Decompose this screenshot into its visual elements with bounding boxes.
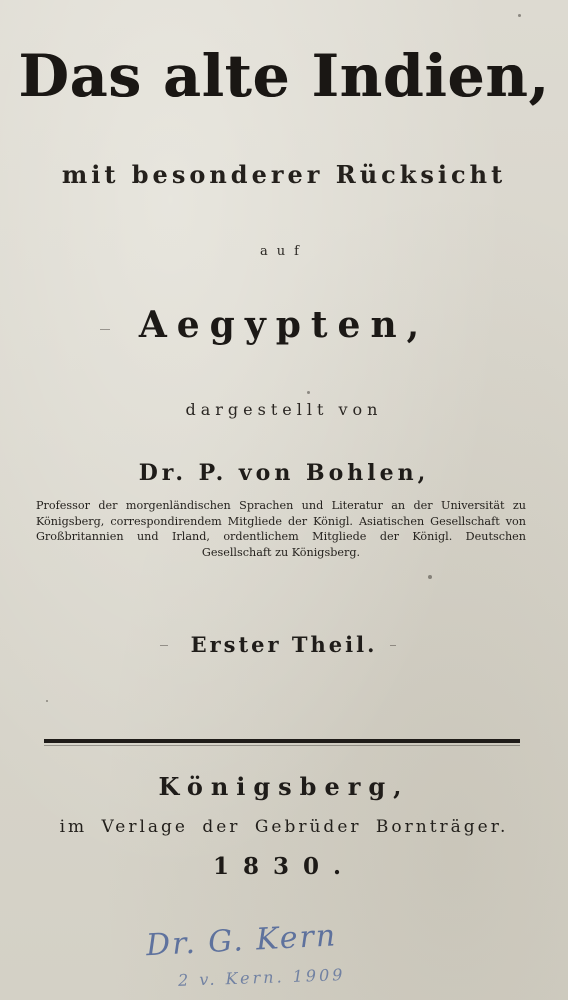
paper-speck [307,391,310,394]
volume-label: Erster Theil. [190,632,378,657]
publication-city: Königsberg, [158,772,410,801]
publisher-line: im Verlage der Gebrüder Bornträger. [59,817,509,837]
signature-line-1: Dr. G. Kern [145,918,338,964]
signature-line-2: 2 v. Kern. 1909 [177,965,346,990]
author-name: Dr. P. von Bohlen, [138,460,430,486]
double-rule-thin [44,745,520,746]
book-title: Das alte Indien, [18,42,550,110]
pencil-mark [100,329,110,330]
double-rule-thick [44,739,520,743]
subtitle-subject: Aegypten, [138,304,430,346]
pencil-mark [160,645,168,646]
paper-speck [428,575,432,579]
author-description: Professor der morgenländischen Sprachen und Literatur an der Universität zu Königsberg, correspondirendem Mitgliede der Königl. Asiatischen Gesellschaft von Großbritannien und Irland, ordentlichem Mitgliede der Königl. Deutschen Gesellschaft zu Königsberg. [36,499,526,559]
presented-by-label: dargestellt von [185,400,383,419]
publication-year: 1830. [212,853,356,880]
subtitle-connector: auf [260,244,308,259]
pencil-mark [390,645,396,646]
paper-speck [46,700,48,702]
book-subtitle: mit besonderer Rücksicht [61,160,507,189]
paper-speck [518,14,521,17]
